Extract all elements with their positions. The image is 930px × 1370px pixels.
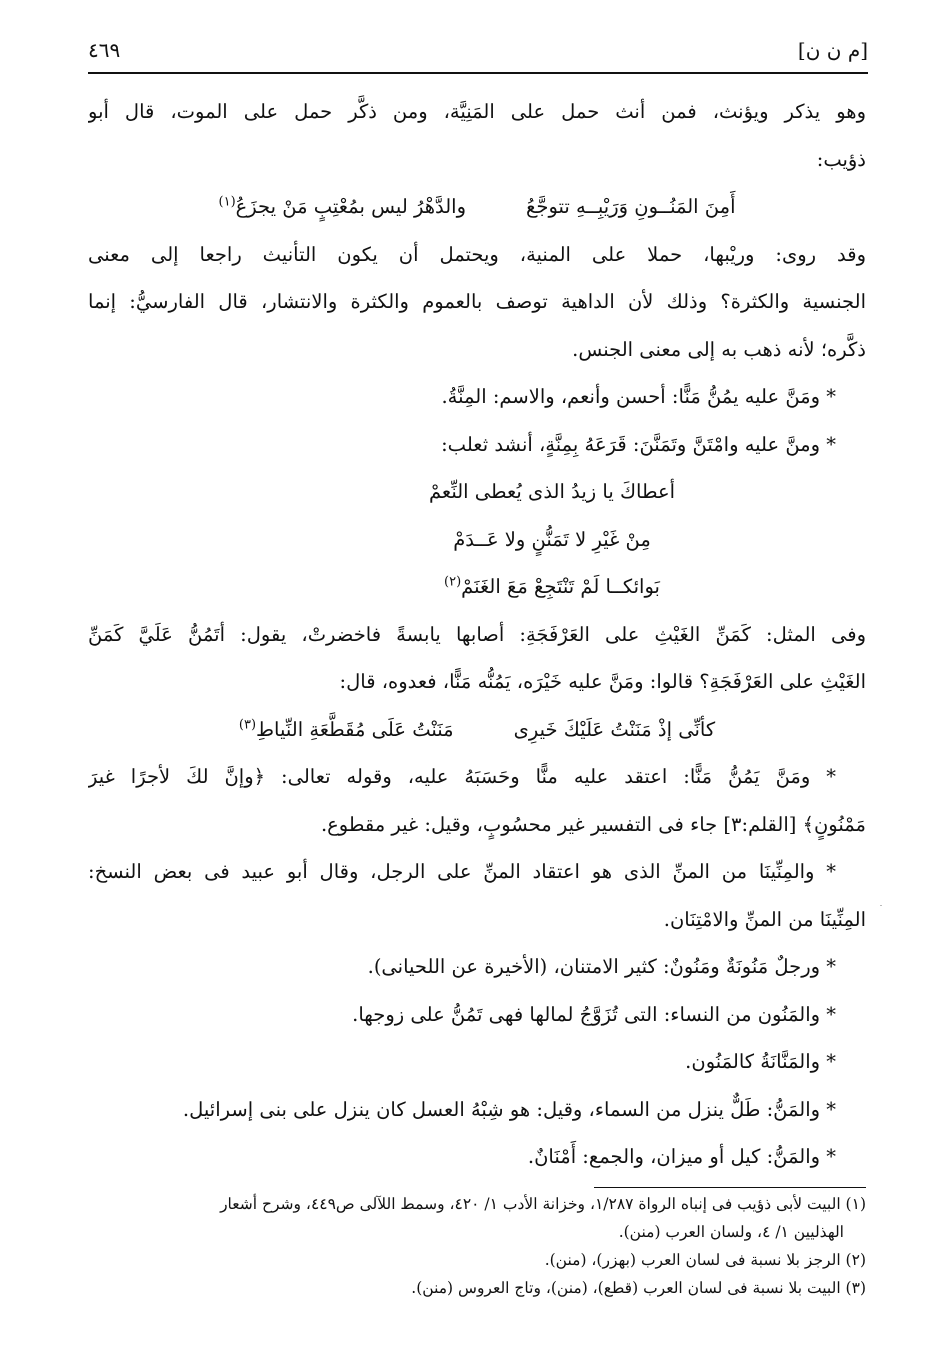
entry-line: * والمَنُّ: كيل أو ميزان، والجمع: أَمْنَانٌ. — [527, 1145, 836, 1168]
verse-line — [88, 706, 866, 754]
margin-speck — [880, 905, 882, 906]
entry-line: * ومَنَّ عليه يمُنُّ مَنًّا: أحسن وأنعم، والاسم: المِنَّةُ. — [441, 385, 836, 408]
footnote-marker: (٣) — [238, 717, 257, 732]
entry-line: * والمَنُون من النساء: التى تُزَوَّجُ لمالها فهى تَمُنُّ على زوجها. — [352, 1002, 836, 1026]
entry-line: * والمَنُّ: طَلٌّ ينزل من السماء، وقيل: هو شِبْهُ العسل كان ينزل على بنى إسرائيل. — [182, 1097, 836, 1121]
footnote-marker: (٢) — [444, 574, 462, 590]
text-line: الغَيْثِ على العَرْفَجَةِ؟ قالوا: ومَنَّ عليه خَيْرَه، يَمُنُّه مَنًّا، فعدوه، قال: — [339, 670, 866, 693]
root-heading: [م ن ن] — [797, 38, 868, 62]
entry-line: * ومَنَّ يَمُنُّ مَنًّا: اعتقد عليه منًّا وحَسَبَهُ عليه، وقوله تعالى: ﴿وإنَّ لكَ لأجرًا غيرَ — [88, 765, 836, 788]
footnote: (١) البيت لأبى ذؤيب فى إنباه الرواة ١/٢٨٧، وخزانة الأدب ١/ ٤٢٠، وسمط اللآلى ص٤٤٩، وشرح أشعار — [220, 1195, 866, 1213]
verse-text: والدَّهْرُ ليس بمُعْتِبٍ مَنْ يجزَعُ — [235, 195, 467, 218]
text-line: مَمْنُونٍ﴾ [القلم:٣] جاء فى التفسير غير محسُوبٍ، وقيل: غير مقطوع. — [320, 812, 866, 836]
text-line: الجنسية والكثرة؟ وذلك لأن الداهية توصف بالعموم والكثرة والانتشار، قال الفارسيُّ: إنما — [88, 290, 866, 313]
verse-first-hemistich: أَمِنَ المَنُــونِ وَرَيْبِــهِ تتوجَّعُ — [526, 195, 736, 218]
text-line: وهو يذكر ويؤنث، فمن أنث حمل على المَنِيَّة، ومن ذكَّر حمل على الموت، قال أبو — [88, 100, 866, 123]
rajaz-line: أعطاكَ يا زيدُ الذى يُعطى النِّعمْ — [428, 480, 676, 503]
footnote-continuation: الهذليين ١/ ٤، ولسان العرب (منن). — [618, 1223, 844, 1241]
footnotes — [88, 1190, 866, 1302]
text-line: ذكَّره؛ لأنه ذهب به إلى معنى الجنس. — [572, 337, 866, 361]
footnote-marker: (١) — [218, 194, 236, 210]
verse-text: مَنَنْتُ عَلَى مُقَطَّعَةِ النِّياطِ — [256, 717, 454, 741]
running-header — [88, 38, 868, 74]
rajaz-line — [88, 563, 866, 611]
entry-line: * ومنَّ عليه وامْتَنَّ وتَمَنَّنَ: قَرَعَهُ بِمِنَّةٍ، أنشد ثعلب: — [441, 432, 836, 456]
footnote: (٢) الرجز بلا نسبة فى لسان العرب (بهزر)، (منن). — [544, 1251, 866, 1269]
entry-line: * ورجلٌ مَنُونَةٌ ومَنُونٌ: كثير الامتنان، (الأخيرة عن اللحيانى). — [367, 955, 836, 978]
verse-line — [88, 183, 866, 231]
entry-line: * والمَنَّانَةُ كالمَنُون. — [685, 1050, 836, 1073]
footnote-rule — [594, 1187, 866, 1188]
rajaz-text: بَوائكــا لَمْ تَنْتَجِعْ مَعَ الغَنَمْ — [461, 575, 660, 598]
verse-second-hemistich — [219, 183, 467, 231]
header-rule — [88, 72, 868, 74]
main-text — [88, 88, 866, 1181]
page-number: ٤٦٩ — [88, 38, 121, 62]
verse-second-hemistich — [239, 706, 454, 754]
text-line: وقد روى: وريْبها، حملا على المنية، ويحتمل أن يكون التأنيث راجعا إلى معنى — [88, 242, 866, 266]
entry-line: * والمِنِّينَا من المنِّ الذى هو اعتقاد المنِّ على الرجل، وقال أبو عبيد فى بعض النسخ: — [88, 860, 836, 883]
text-line: وفى المثل: كَمَنِّ الغَيْثِ على العَرْفَجَةِ: أصابها يابسةً فاخضرتْ، يقول: أتَمُنُّ عَلَيَّ كَمَنِّ — [88, 622, 866, 646]
rajaz-line: مِنْ غَيْرِ لا تَمَنُّنٍ ولا عَــدَمْ — [453, 527, 651, 551]
verse-first-hemistich: كأنِّى إذْ مَنَنْتُ عَلَيْكَ خَيرِى — [513, 717, 716, 741]
text-line: ذؤيب: — [816, 147, 866, 171]
footnote: (٣) البيت بلا نسبة فى لسان العرب (قطع)، (منن)، وتاج العروس (منن). — [411, 1279, 866, 1297]
text-line: المِنِّينَا من المنِّ والامْتِنَان. — [663, 907, 866, 931]
